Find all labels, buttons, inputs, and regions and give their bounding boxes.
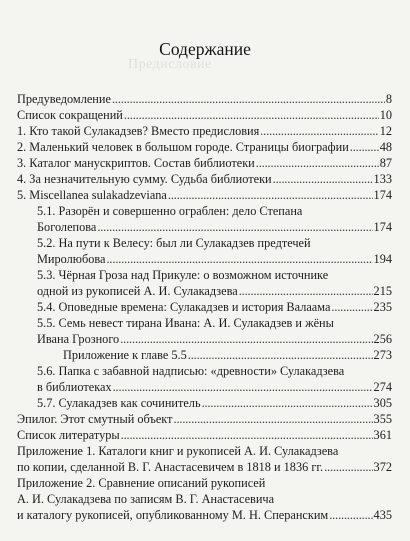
toc-entry-page-number: 174 — [373, 220, 392, 234]
dot-leader — [260, 124, 378, 138]
toc-entry-title: 5.1. Разорён и совершенно ограблен: дело Степана — [37, 204, 303, 218]
toc-entry-title: в библиотеках — [37, 380, 112, 394]
toc-entry-title: Предуведомление — [17, 92, 111, 106]
toc-entry — [37, 284, 392, 298]
toc-entry — [17, 172, 392, 186]
toc-entry-title: Боголепова — [37, 220, 97, 234]
toc-entry — [17, 508, 392, 522]
toc-entry — [17, 156, 392, 170]
bleed-through-text: Предисловие — [128, 57, 212, 72]
dot-leader — [124, 108, 379, 122]
dot-leader — [106, 252, 372, 266]
dot-leader — [120, 332, 372, 346]
dot-leader — [202, 396, 373, 410]
toc-entry — [37, 380, 392, 394]
dot-leader — [329, 508, 372, 522]
toc-entry-page-number: 372 — [373, 460, 392, 474]
dot-leader — [113, 380, 373, 394]
toc-entry — [17, 476, 265, 490]
toc-entry-title: Приложение 1. Каталоги книг и рукописей А. И. Сулакадзева — [17, 444, 339, 458]
toc-entry — [37, 364, 344, 378]
toc-entry — [37, 204, 302, 218]
dot-leader — [121, 428, 373, 442]
toc-entry-title: 3. Каталог манускриптов. Состав библиотеки — [17, 156, 255, 170]
toc-entry-title: 1. Кто такой Сулакадзев? Вместо предисловия — [17, 124, 260, 138]
toc-entry-title: 4. За незначительную сумму. Судьба библиотеки — [17, 172, 272, 186]
toc-entry-page-number: 215 — [373, 284, 392, 298]
toc-entry — [37, 220, 392, 234]
toc-entry — [37, 236, 311, 250]
dot-leader — [350, 140, 379, 154]
toc-entry-page-number: 273 — [373, 348, 392, 362]
toc-entry — [17, 428, 392, 442]
dot-leader — [331, 300, 372, 314]
toc-entry-title: и каталогу рукописей, опубликованному М. Н. Сперанским — [17, 508, 329, 522]
toc-entry-page-number: 48 — [379, 140, 392, 154]
dot-leader — [239, 284, 373, 298]
toc-entry-title: 5.7. Сулакадзев как сочинитель — [37, 396, 201, 410]
toc-entry-page-number: 256 — [373, 332, 392, 346]
toc-entry — [17, 140, 392, 154]
toc-entry-title: по копии, сделанной В. Г. Анастасевичем в 1818 и 1836 гг. — [17, 460, 324, 474]
toc-entry-page-number: 174 — [373, 188, 392, 202]
toc-entry-page-number: 8 — [385, 92, 392, 106]
toc-entry-title: 2. Маленький человек в большом городе. Страницы биографии — [17, 140, 349, 154]
dot-leader — [174, 412, 373, 426]
toc-entry — [17, 460, 392, 474]
dot-leader — [97, 220, 372, 234]
toc-entry-title: 5.6. Папка с забавной надписью: «древности» Сулакадзева — [37, 364, 345, 378]
toc-entry-page-number: 194 — [373, 252, 392, 266]
toc-entry — [37, 268, 328, 282]
toc-entry-page-number: 274 — [373, 380, 392, 394]
toc-entry-title: Список сокращений — [17, 108, 123, 122]
toc-entry-page-number: 133 — [373, 172, 392, 186]
toc-entry-title: А. И. Сулакадзева по записям В. Г. Анастасевича — [17, 492, 275, 506]
toc-entry-title: Миролюбова — [37, 252, 106, 266]
toc-entry-page-number: 361 — [373, 428, 392, 442]
toc-entry-page-number: 235 — [373, 300, 392, 314]
toc-entry — [37, 396, 392, 410]
dot-leader — [168, 188, 373, 202]
toc-entry — [37, 252, 392, 266]
toc-entry-page-number: 10 — [379, 108, 392, 122]
dot-leader — [324, 460, 372, 474]
toc-entry-title: одной из рукописей А. И. Сулакадзева — [37, 284, 238, 298]
dot-leader — [188, 348, 373, 362]
page-title: Содержание — [159, 39, 251, 59]
toc-entry-page-number: 87 — [379, 156, 392, 170]
toc-entry — [17, 92, 392, 106]
dot-leader — [273, 172, 373, 186]
toc-entry — [17, 444, 338, 458]
toc-entry — [63, 348, 392, 362]
toc-entry — [37, 316, 334, 330]
toc-entry — [17, 108, 392, 122]
toc-entry-page-number: 12 — [379, 124, 392, 138]
toc-entry — [37, 300, 392, 314]
toc-entry — [17, 188, 392, 202]
toc-entry — [17, 412, 392, 426]
toc-entry-title: Эпилог. Этот смутный объект — [17, 412, 173, 426]
toc-entry-page-number: 355 — [373, 412, 392, 426]
toc-entry-title: Список литературы — [17, 428, 120, 442]
dot-leader — [112, 92, 385, 106]
toc-entry-title: Ивана Грозного — [37, 332, 120, 346]
toc-entry-page-number: 435 — [373, 508, 392, 522]
toc-entry — [37, 332, 392, 346]
toc-entry-title: 5. Miscellanea sulakadzeviana — [17, 188, 167, 202]
toc-entry-title: 5.2. На пути к Велесу: был ли Сулакадзев предтечей — [37, 236, 311, 250]
toc-entry-title: Приложение к главе 5.5 — [63, 348, 187, 362]
toc-entry — [17, 492, 274, 506]
toc-entry-title: Приложение 2. Сравнение описаний рукописей — [17, 476, 266, 490]
toc-entry-title: 5.4. Оповедные времена: Сулакадзев и история Валаама — [37, 300, 331, 314]
toc-entry-page-number: 305 — [373, 396, 392, 410]
toc-entry-title: 5.3. Чёрная Гроза над Прикуле: о возможном источнике — [37, 268, 329, 282]
toc-entry — [17, 124, 392, 138]
dot-leader — [256, 156, 379, 170]
toc-entry-title: 5.5. Семь невест тирана Ивана: А. И. Сулакадзев и жёны — [37, 316, 334, 330]
